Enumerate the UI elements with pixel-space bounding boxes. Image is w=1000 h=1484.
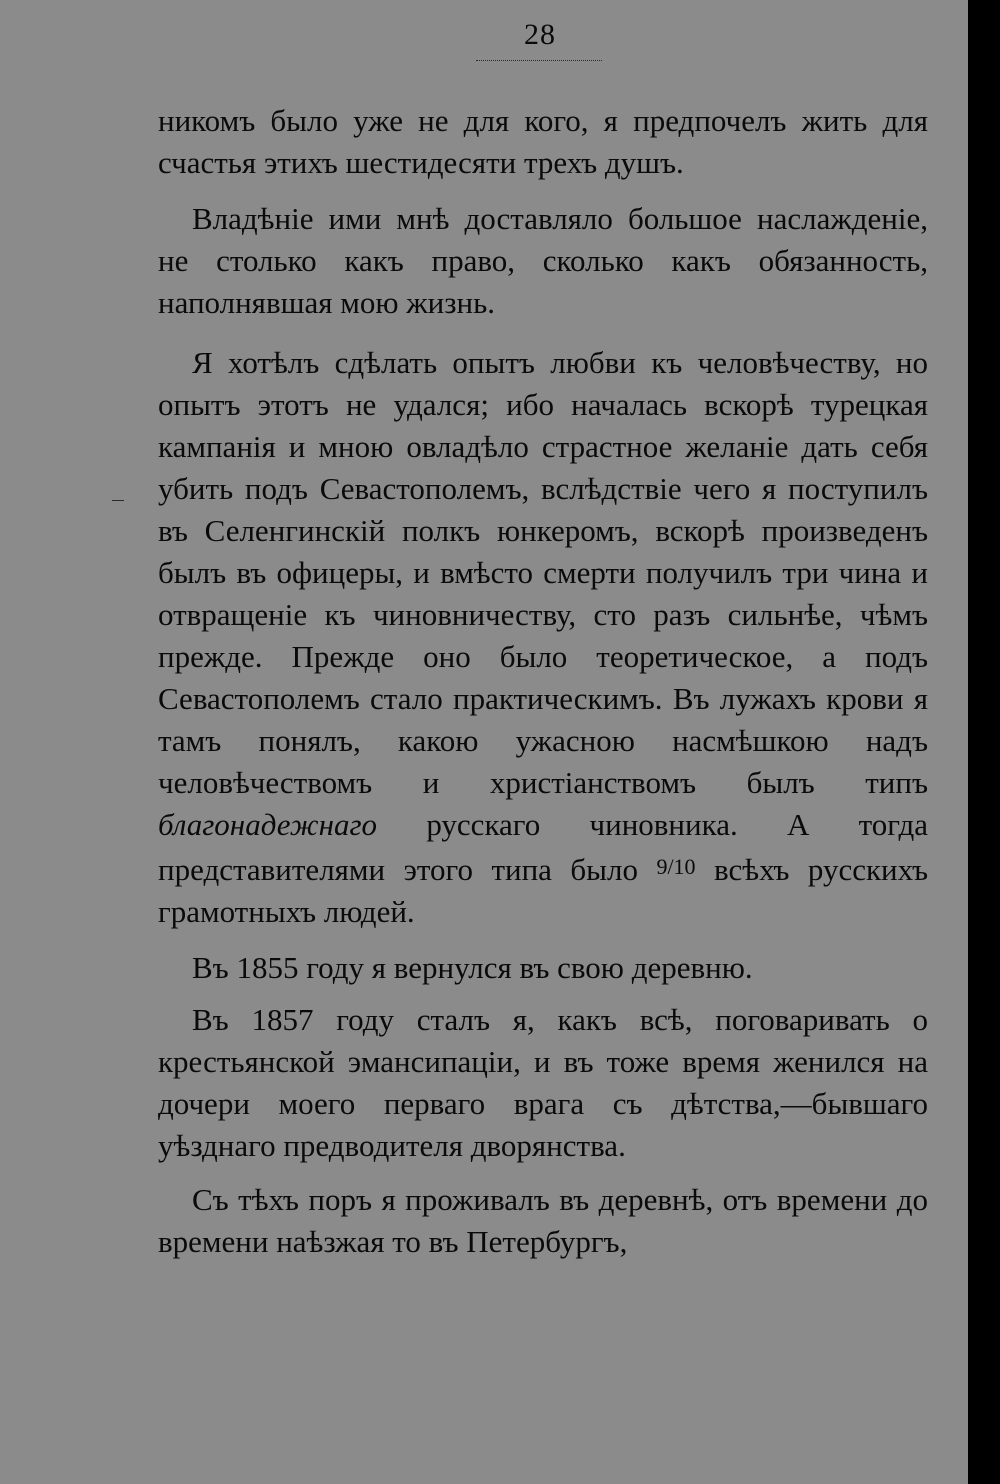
paragraph-3 — [158, 342, 928, 933]
body-text — [158, 100, 928, 1277]
paragraph-3-part-a: Я хотѣлъ сдѣлать опытъ любви къ человѣчеству, но опытъ этотъ не удался; ибо началась вскорѣ турецкая кампанія и мною овладѣло страстное желаніе дать себя убить подъ Севастополемъ, вслѣдствіе чего я поступилъ въ Селенгинскій полкъ юнкеромъ, вскорѣ произведенъ былъ въ офицеры, и вмѣсто смерти получилъ три чина и отвращеніе къ чиновничеству, сто разъ сильнѣе, чѣмъ прежде. Прежде оно было теоретическое, а подъ Севастополемъ стало практическимъ. Въ лужахъ крови я тамъ понялъ, какою ужасною насмѣшкою надъ человѣчествомъ и христіанствомъ былъ типъ — [158, 345, 928, 800]
fraction-nine-tenths: 9/10 — [656, 854, 696, 879]
paragraph-5: Въ 1857 году сталъ я, какъ всѣ, поговаривать о крестьянской эмансипаціи, и въ тоже время женился на дочери моего перваго врага съ дѣтства,—бывшаго уѣзднаго предводителя дворянства. — [158, 1002, 928, 1163]
paragraph-2: Владѣніе ими мнѣ доставляло большое наслажденіе, не столько какъ право, сколько какъ обязанность, наполнявшая мою жизнь. — [158, 201, 928, 320]
paragraph-4: Въ 1855 году я вернулся въ свою деревню. — [192, 950, 753, 985]
header-rule — [476, 60, 602, 61]
paragraph-3-part-b: русскаго чиновника. А тогда представителями этого типа было — [158, 807, 928, 887]
margin-mark — [112, 500, 124, 501]
paragraph-1: никомъ было уже не для кого, я предпочелъ жить для счастья этихъ шестидесяти трехъ душъ. — [158, 103, 928, 180]
paragraph-3-italic-word: благонадежнаго — [158, 807, 378, 842]
paragraph-6: Съ тѣхъ поръ я проживалъ въ деревнѣ, отъ времени до времени наѣзжая то въ Петербургъ, — [158, 1182, 928, 1259]
paragraph-3-part-c: всѣхъ русскихъ грамотныхъ людей. — [158, 852, 928, 929]
page-number: 28 — [524, 18, 556, 51]
